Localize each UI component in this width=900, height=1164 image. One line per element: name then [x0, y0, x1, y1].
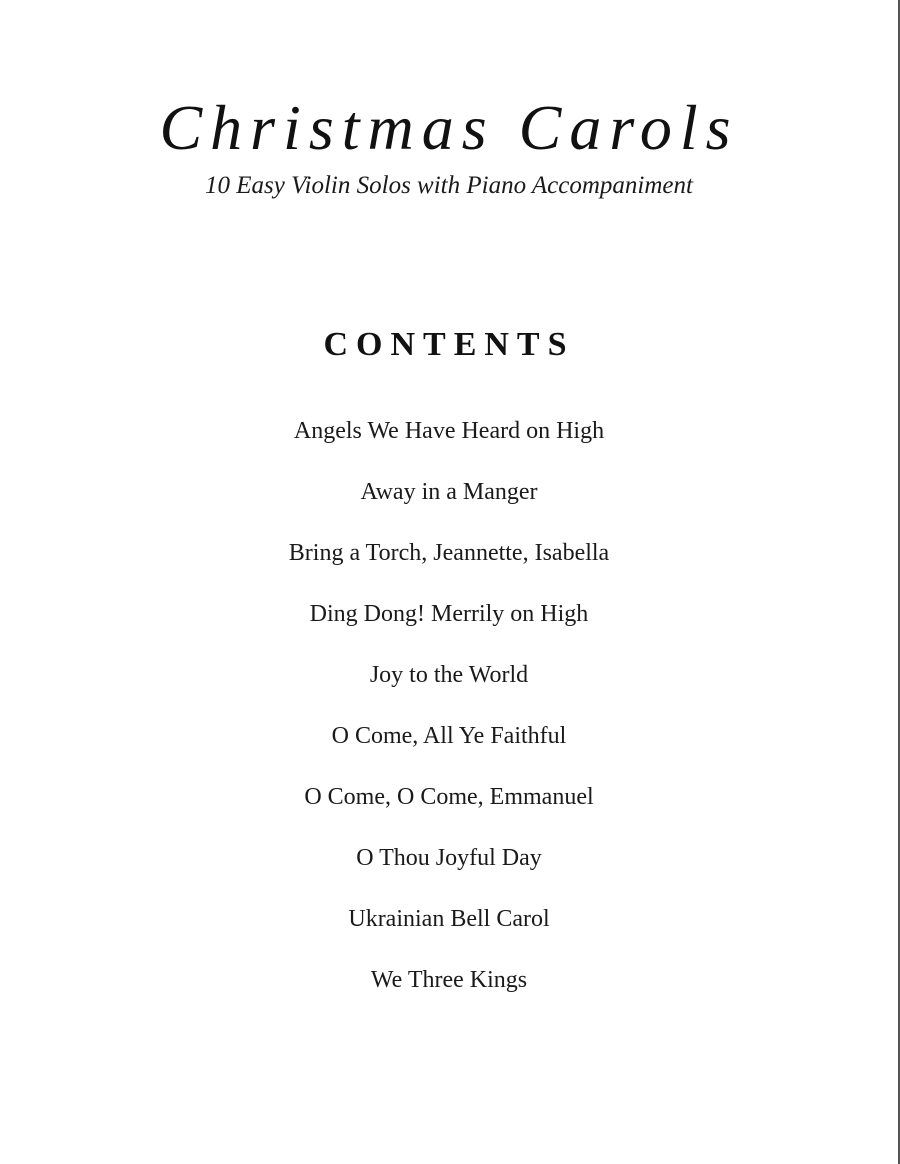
contents-item: Away in a Manger: [360, 479, 538, 505]
contents-item: O Come, O Come, Emmanuel: [304, 784, 594, 810]
contents-item: Joy to the World: [369, 662, 529, 688]
contents-item: O Come, All Ye Faithful: [331, 723, 567, 749]
contents-heading: CONTENTS: [323, 326, 575, 363]
document-subtitle: 10 Easy Violin Solos with Piano Accompaniment: [205, 172, 693, 199]
document-title: Christmas Carols: [159, 92, 739, 163]
contents-item: Angels We Have Heard on High: [293, 418, 605, 444]
contents-item: We Three Kings: [370, 967, 528, 993]
contents-item: Ding Dong! Merrily on High: [309, 601, 589, 627]
contents-list: [0, 414, 898, 1024]
contents-item: Ukrainian Bell Carol: [348, 906, 550, 932]
contents-item: O Thou Joyful Day: [356, 845, 542, 871]
contents-item: Bring a Torch, Jeannette, Isabella: [288, 540, 610, 566]
